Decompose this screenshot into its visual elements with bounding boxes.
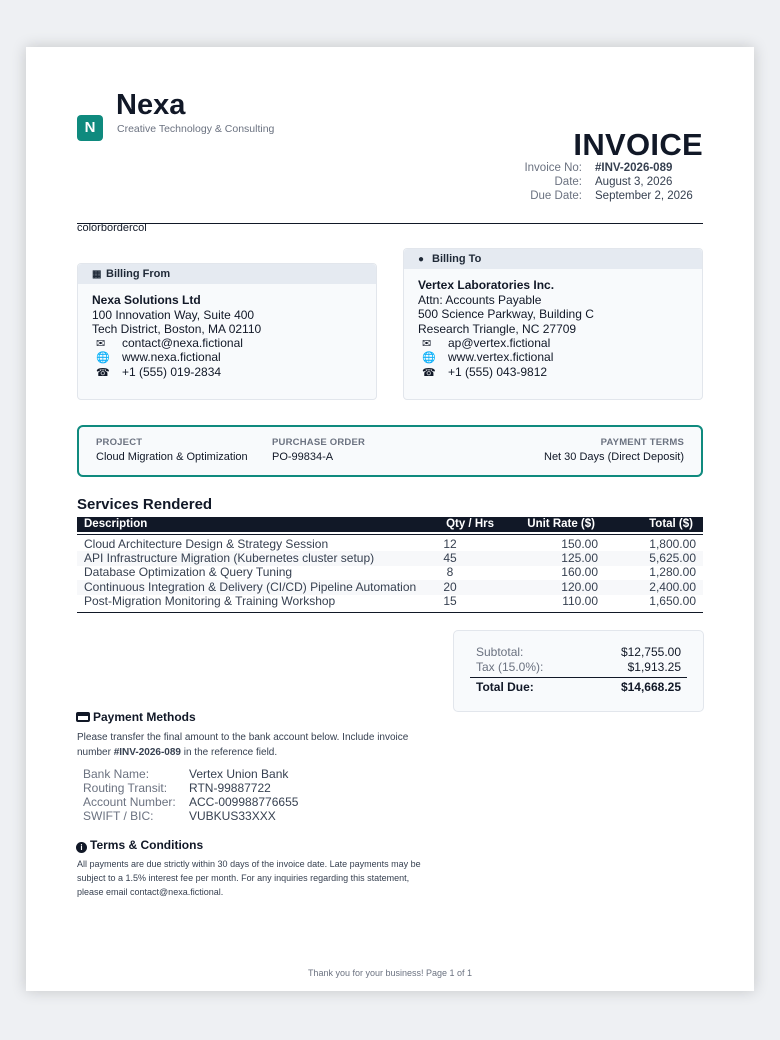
billing-to-card [403, 248, 703, 400]
row-description: Post-Migration Monitoring & Training Workshop [84, 594, 336, 608]
row-rate: 150.00 [561, 537, 598, 551]
envelope-icon: ✉ [96, 338, 106, 350]
terms-heading [76, 838, 203, 853]
billing-to-company: Vertex Laboratories Inc. [418, 278, 555, 292]
row-qty: 8 [446, 565, 454, 579]
payment-instructions [77, 731, 427, 760]
account-number-label: Account Number: [83, 795, 176, 809]
globe-icon: 🌐 [96, 352, 110, 364]
billing-from-address1: 100 Innovation Way, Suite 400 [92, 308, 255, 322]
totals-divider [470, 677, 687, 678]
col-qty: Qty / Hrs [446, 518, 494, 530]
po-label: PURCHASE ORDER [272, 437, 366, 448]
invoice-date-value: August 3, 2026 [595, 176, 673, 188]
billing-from-web-line [92, 350, 221, 366]
payment-reference: #INV-2026-089 [113, 746, 181, 758]
row-rate: 160.00 [561, 565, 598, 579]
totals-box [453, 630, 704, 712]
invoice-date-label: Date: [554, 176, 582, 188]
billing-to-heading: Billing To [432, 253, 482, 265]
col-total: Total ($) [649, 518, 693, 530]
table-row [77, 594, 703, 609]
table-row [77, 551, 703, 566]
po-value: PO-99834-A [272, 451, 334, 463]
billing-from-phone: +1 (555) 019-2834 [122, 365, 222, 379]
row-total: 1,800.00 [649, 537, 696, 551]
phone-icon: ☎ [96, 367, 110, 379]
page-footer: Thank you for your business! Page 1 of 1 [307, 968, 473, 978]
header-divider [77, 223, 703, 224]
services-table-header [77, 517, 703, 532]
bank-name-value: Vertex Union Bank [189, 767, 289, 781]
brand-name: Nexa [116, 89, 186, 121]
col-unit-rate: Unit Rate ($) [527, 518, 595, 530]
billing-from-company: Nexa Solutions Ltd [92, 293, 201, 307]
row-description: Database Optimization & Query Tuning [84, 565, 293, 579]
table-header-rule [77, 534, 703, 535]
credit-card-icon [76, 712, 90, 722]
invoice-title: INVOICE [573, 127, 703, 162]
row-description: Continuous Integration & Delivery (CI/CD) Pipeline Automation [84, 580, 417, 594]
row-total: 1,650.00 [649, 594, 696, 608]
row-total: 2,400.00 [649, 580, 696, 594]
table-row [77, 565, 703, 580]
project-info-box [77, 425, 703, 477]
due-date-label: Due Date: [530, 190, 582, 202]
stray-text: colorbordercol [77, 222, 147, 234]
payment-methods-heading [76, 710, 196, 724]
billing-from-email: contact@nexa.fictional [122, 336, 243, 350]
payment-methods-title: Payment Methods [93, 710, 196, 724]
tax-value: $1,913.25 [627, 660, 681, 674]
project-value: Cloud Migration & Optimization [96, 451, 248, 463]
info-icon: i [76, 842, 87, 853]
row-qty: 12 [443, 537, 457, 551]
billing-to-attn: Attn: Accounts Payable [418, 293, 542, 307]
building-icon: ▦ [92, 269, 102, 280]
due-date-value: September 2, 2026 [595, 190, 693, 202]
swift-value: VUBKUS33XXX [189, 809, 276, 823]
invoice-number-label: Invoice No: [524, 162, 582, 174]
services-title: Services Rendered [77, 496, 213, 513]
brand-tagline: Creative Technology & Consulting [117, 123, 275, 135]
row-rate: 110.00 [562, 594, 598, 608]
billing-from-card [77, 263, 377, 400]
row-total: 5,625.00 [649, 551, 696, 565]
billing-from-header [78, 264, 376, 284]
payment-intro-text: Please transfer the final amount to the bank account below. Include invoice number [77, 732, 409, 758]
row-description: API Infrastructure Migration (Kubernetes cluster setup) [84, 551, 375, 565]
row-rate: 125.00 [561, 551, 598, 565]
row-description: Cloud Architecture Design & Strategy Session [84, 537, 329, 551]
billing-from-web: www.nexa.fictional [122, 350, 221, 364]
routing-value: RTN-99887722 [189, 781, 271, 795]
billing-to-email: ap@vertex.fictional [448, 336, 551, 350]
row-rate: 120.00 [561, 580, 598, 594]
payment-terms-label: PAYMENT TERMS [600, 437, 684, 448]
subtotal-label: Subtotal: [476, 645, 524, 659]
table-row [77, 537, 703, 552]
billing-from-phone-line [92, 365, 221, 381]
routing-label: Routing Transit: [83, 781, 168, 795]
project-label: PROJECT [96, 437, 143, 448]
payment-intro-tail: in the reference field. [180, 746, 278, 758]
billing-to-header [404, 249, 702, 269]
row-total: 1,280.00 [649, 565, 696, 579]
logo-mark: N [77, 115, 103, 141]
terms-title: Terms & Conditions [90, 838, 204, 852]
row-qty: 20 [443, 580, 457, 594]
tax-label: Tax (15.0%): [476, 660, 544, 674]
subtotal-value: $12,755.00 [620, 645, 681, 659]
total-due-label: Total Due: [476, 680, 534, 694]
col-description: Description [84, 518, 148, 530]
invoice-number-value: #INV-2026-089 [595, 162, 673, 174]
billing-to-address1: 500 Science Parkway, Building C [418, 307, 594, 321]
billing-to-web-line [418, 350, 553, 366]
swift-label: SWIFT / BIC: [83, 809, 154, 823]
row-qty: 15 [443, 594, 457, 608]
bank-name-label: Bank Name: [83, 767, 150, 781]
invoice-page [26, 47, 754, 991]
row-qty: 45 [443, 551, 457, 565]
account-number-value: ACC-009988776655 [189, 795, 299, 809]
table-bottom-rule [77, 612, 703, 613]
billing-to-phone: +1 (555) 043-9812 [448, 365, 548, 379]
globe-icon: 🌐 [422, 352, 436, 364]
billing-from-heading: Billing From [106, 268, 171, 280]
billing-from-address2: Tech District, Boston, MA 02110 [92, 322, 262, 336]
envelope-icon: ✉ [422, 338, 432, 350]
payment-terms-value: Net 30 Days (Direct Deposit) [544, 451, 684, 463]
terms-text: All payments are due strictly within 30 days of the invoice date. Late payments may be subject to a 1.5% interest fee per month. For any inquiries regarding this statement, please email contact@nexa.fictional. [77, 859, 421, 897]
phone-icon: ☎ [422, 367, 436, 379]
billing-to-phone-line [418, 365, 547, 381]
bank-details [26, 767, 426, 827]
billing-to-address2: Research Triangle, NC 27709 [418, 322, 577, 336]
table-row [77, 580, 703, 595]
total-due-value: $14,668.25 [620, 680, 681, 694]
billing-to-web: www.vertex.fictional [448, 350, 554, 364]
user-icon: ● [418, 254, 425, 265]
